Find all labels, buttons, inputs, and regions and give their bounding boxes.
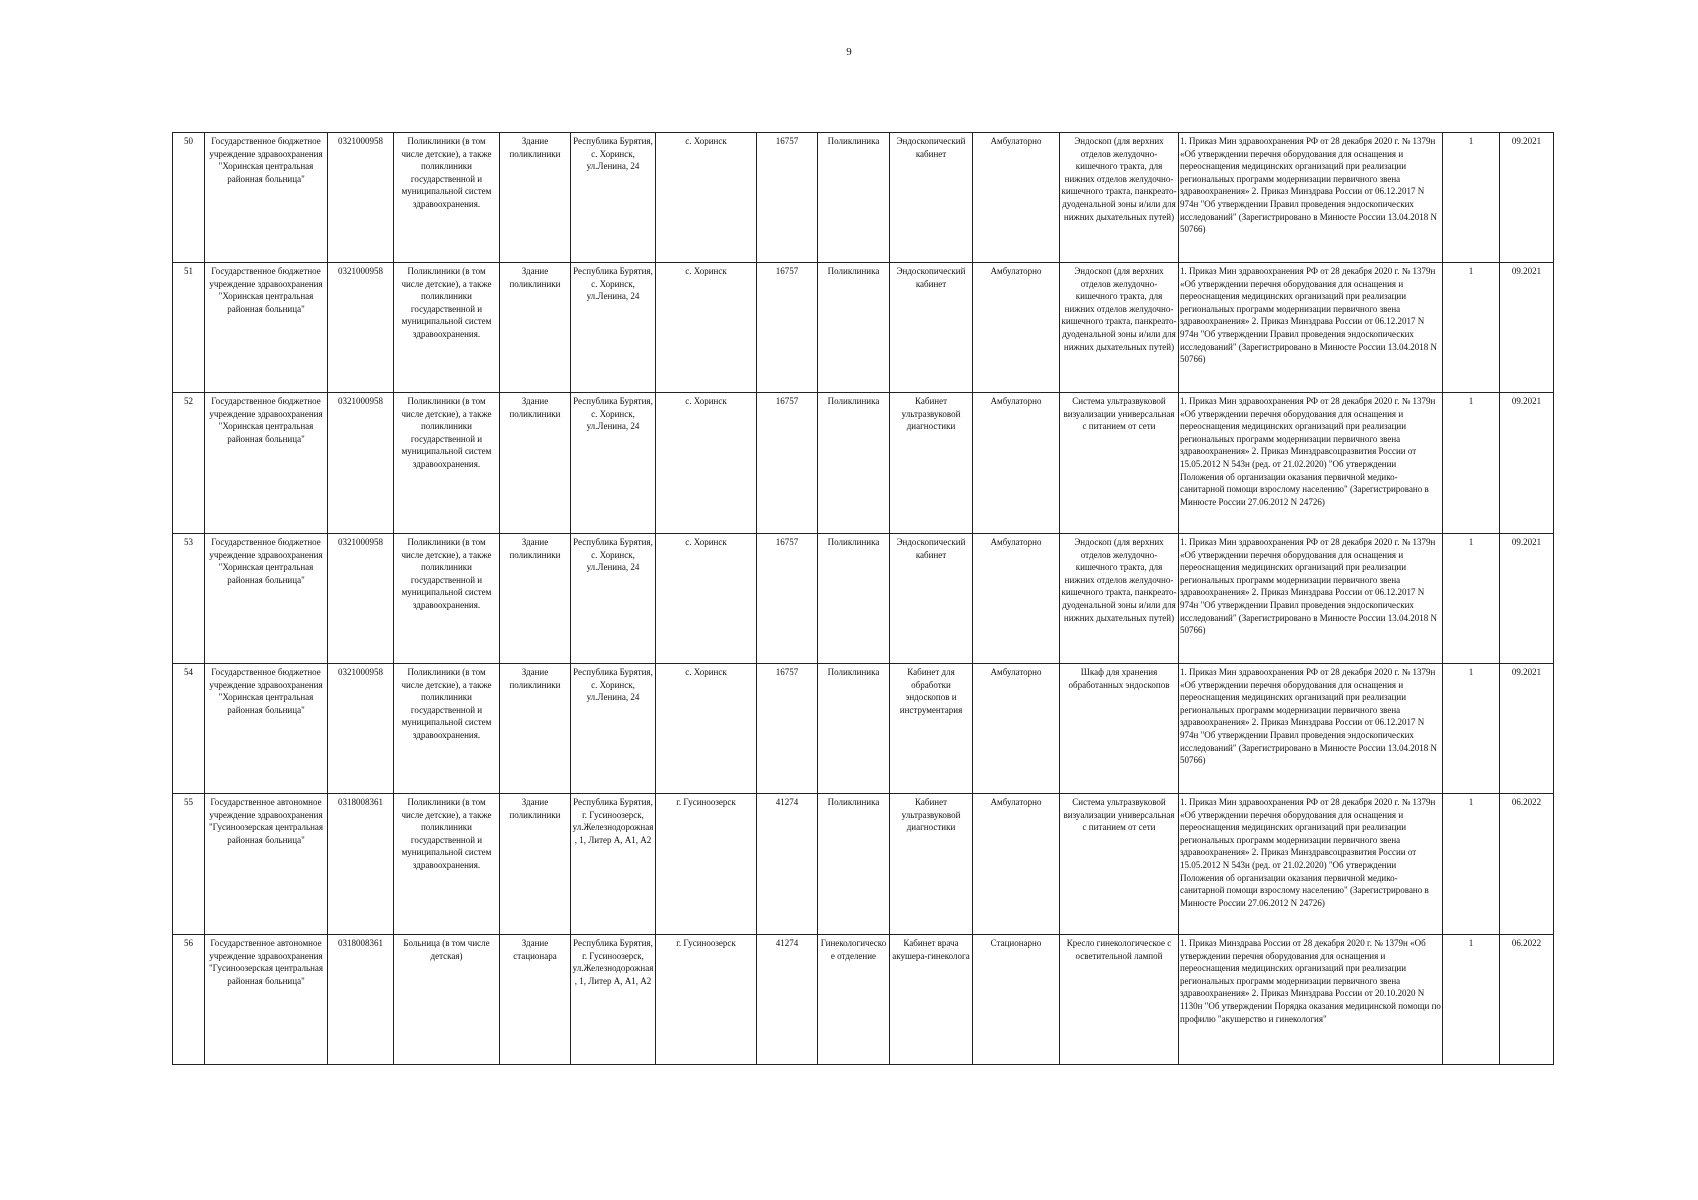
organization-code: 0318008361 <box>328 794 394 935</box>
quantity: 1 <box>1443 534 1500 664</box>
facility-type: Поликлиники (в том числе детские), а также поликлиники государственной и муниципальной систем здравоохранения. <box>394 393 500 534</box>
quantity: 1 <box>1443 794 1500 935</box>
organization-code: 0321000958 <box>328 133 394 263</box>
settlement: г. Гусиноозерск <box>656 794 757 935</box>
equipment: Эндоскоп (для верхних отделов желудочно-кишечного тракта, для нижних отделов желудочно-кишечного тракта, панкреато-дуоденальной зоны и/или для нижних дыхательных путей) <box>1060 534 1179 664</box>
care-form: Амбулаторно <box>973 664 1060 794</box>
population: 16757 <box>757 133 818 263</box>
population: 16757 <box>757 664 818 794</box>
organization-name: Государственное автономное учреждение здравоохранения "Гусиноозерская центральная районная больница" <box>205 794 328 935</box>
delivery-date: 09.2021 <box>1500 534 1554 664</box>
legal-basis: 1. Приказ Минздрава России от 28 декабря 2020 г. № 1379н «Об утверждении перечня оборудования для оснащения и переоснащения медицинских организаций при реализации региональных программ модернизации первичного звена здравоохранения» 2. Приказ Минздрава России от 20.10.2020 N 1130н "Об утверждении Порядка оказания медицинской помощи по профилю "акушерство и гинекология" <box>1179 935 1443 1065</box>
care-form: Амбулаторно <box>973 393 1060 534</box>
address: Республика Бурятия, с. Хоринск, ул.Ленина, 24 <box>571 534 656 664</box>
settlement: с. Хоринск <box>656 263 757 393</box>
row-number: 54 <box>173 664 205 794</box>
legal-basis: 1. Приказ Мин здравоохранения РФ от 28 декабря 2020 г. № 1379н «Об утверждении перечня оборудования для оснащения и переоснащения медицинских организаций при реализации региональных программ модернизации первичного звена здравоохранения» 2. Приказ Минздравсоцразвития России от 15.05.2012 N 543н (ред. от 21.02.2020) "Об утверждении Положения об организации оказания первичной медико-санитарной помощи взрослому населению" (Зарегистрировано в Минюсте России 27.06.2012 N 24726) <box>1179 794 1443 935</box>
building: Здание поликлиники <box>500 664 571 794</box>
population: 41274 <box>757 935 818 1065</box>
quantity: 1 <box>1443 935 1500 1065</box>
room: Эндоскопический кабинет <box>890 133 973 263</box>
facility-type: Поликлиники (в том числе детские), а также поликлиники государственной и муниципальной систем здравоохранения. <box>394 133 500 263</box>
care-form: Амбулаторно <box>973 534 1060 664</box>
facility-type: Поликлиники (в том числе детские), а также поликлиники государственной и муниципальной систем здравоохранения. <box>394 534 500 664</box>
legal-basis: 1. Приказ Мин здравоохранения РФ от 28 декабря 2020 г. № 1379н «Об утверждении перечня оборудования для оснащения и переоснащения медицинских организаций при реализации региональных программ модернизации первичного звена здравоохранения» 2. Приказ Минздравсоцразвития России от 15.05.2012 N 543н (ред. от 21.02.2020) "Об утверждении Положения об организации оказания первичной медико-санитарной помощи взрослому населению" (Зарегистрировано в Минюсте России 27.06.2012 N 24726) <box>1179 393 1443 534</box>
delivery-date: 06.2022 <box>1500 794 1554 935</box>
legal-basis: 1. Приказ Мин здравоохранения РФ от 28 декабря 2020 г. № 1379н «Об утверждении перечня оборудования для оснащения и переоснащения медицинских организаций при реализации региональных программ модернизации первичного звена здравоохранения» 2. Приказ Минздрава России от 06.12.2017 N 974н "Об утверждении Правил проведения эндоскопических исследований" (Зарегистрировано в Минюсте России 13.04.2018 N 50766) <box>1179 133 1443 263</box>
organization-code: 0321000958 <box>328 393 394 534</box>
delivery-date: 09.2021 <box>1500 263 1554 393</box>
organization-name: Государственное бюджетное учреждение здравоохранения "Хоринская центральная районная больница" <box>205 263 328 393</box>
settlement: с. Хоринск <box>656 133 757 263</box>
row-number: 51 <box>173 263 205 393</box>
organization-name: Государственное бюджетное учреждение здравоохранения "Хоринская центральная районная больница" <box>205 664 328 794</box>
division: Поликлиника <box>818 133 890 263</box>
settlement: с. Хоринск <box>656 393 757 534</box>
facility-type: Поликлиники (в том числе детские), а также поликлиники государственной и муниципальной систем здравоохранения. <box>394 664 500 794</box>
address: Республика Бурятия, г. Гусиноозерск, ул.Железнодорожная, 1, Литер А, А1, А2 <box>571 794 656 935</box>
building: Здание поликлиники <box>500 133 571 263</box>
room: Эндоскопический кабинет <box>890 263 973 393</box>
quantity: 1 <box>1443 393 1500 534</box>
table-row <box>173 664 1554 794</box>
equipment: Шкаф для хранения обработанных эндоскопов <box>1060 664 1179 794</box>
population: 16757 <box>757 263 818 393</box>
organization-name: Государственное автономное учреждение здравоохранения "Гусиноозерская центральная районная больница" <box>205 935 328 1065</box>
delivery-date: 09.2021 <box>1500 664 1554 794</box>
care-form: Амбулаторно <box>973 263 1060 393</box>
row-number: 55 <box>173 794 205 935</box>
population: 41274 <box>757 794 818 935</box>
building: Здание поликлиники <box>500 534 571 664</box>
address: Республика Бурятия, с. Хоринск, ул.Ленина, 24 <box>571 263 656 393</box>
delivery-date: 06.2022 <box>1500 935 1554 1065</box>
legal-basis: 1. Приказ Мин здравоохранения РФ от 28 декабря 2020 г. № 1379н «Об утверждении перечня оборудования для оснащения и переоснащения медицинских организаций при реализации региональных программ модернизации первичного звена здравоохранения» 2. Приказ Минздрава России от 06.12.2017 N 974н "Об утверждении Правил проведения эндоскопических исследований" (Зарегистрировано в Минюсте России 13.04.2018 N 50766) <box>1179 664 1443 794</box>
building: Здание поликлиники <box>500 393 571 534</box>
organization-code: 0321000958 <box>328 263 394 393</box>
address: Республика Бурятия, с. Хоринск, ул.Ленина, 24 <box>571 664 656 794</box>
address: Республика Бурятия, с. Хоринск, ул.Ленина, 24 <box>571 133 656 263</box>
table-row <box>173 794 1554 935</box>
quantity: 1 <box>1443 133 1500 263</box>
room: Кабинет для обработки эндоскопов и инструментария <box>890 664 973 794</box>
equipment: Система ультразвуковой визуализации универсальная с питанием от сети <box>1060 393 1179 534</box>
delivery-date: 09.2021 <box>1500 133 1554 263</box>
equipment: Кресло гинекологическое с осветительной лампой <box>1060 935 1179 1065</box>
row-number: 50 <box>173 133 205 263</box>
care-form: Амбулаторно <box>973 133 1060 263</box>
facility-type: Поликлиники (в том числе детские), а также поликлиники государственной и муниципальной систем здравоохранения. <box>394 263 500 393</box>
settlement: с. Хоринск <box>656 534 757 664</box>
table-row <box>173 935 1554 1065</box>
row-number: 56 <box>173 935 205 1065</box>
division: Поликлиника <box>818 393 890 534</box>
table-row <box>173 534 1554 664</box>
facility-type: Больница (в том числе детская) <box>394 935 500 1065</box>
page-number: 9 <box>846 46 852 58</box>
legal-basis: 1. Приказ Мин здравоохранения РФ от 28 декабря 2020 г. № 1379н «Об утверждении перечня оборудования для оснащения и переоснащения медицинских организаций при реализации региональных программ модернизации первичного звена здравоохранения» 2. Приказ Минздрава России от 06.12.2017 N 974н "Об утверждении Правил проведения эндоскопических исследований" (Зарегистрировано в Минюсте России 13.04.2018 N 50766) <box>1179 534 1443 664</box>
building: Здание поликлиники <box>500 794 571 935</box>
division: Поликлиника <box>818 263 890 393</box>
care-form: Стационарно <box>973 935 1060 1065</box>
population: 16757 <box>757 393 818 534</box>
equipment: Эндоскоп (для верхних отделов желудочно-кишечного тракта, для нижних отделов желудочно-кишечного тракта, панкреато-дуоденальной зоны и/или для нижних дыхательных путей) <box>1060 263 1179 393</box>
facility-type: Поликлиники (в том числе детские), а также поликлиники государственной и муниципальной систем здравоохранения. <box>394 794 500 935</box>
building: Здание стационара <box>500 935 571 1065</box>
table-row <box>173 393 1554 534</box>
equipment: Эндоскоп (для верхних отделов желудочно-кишечного тракта, для нижних отделов желудочно-кишечного тракта, панкреато-дуоденальной зоны и/или для нижних дыхательных путей) <box>1060 133 1179 263</box>
equipment-table <box>172 132 1554 1065</box>
organization-code: 0321000958 <box>328 664 394 794</box>
population: 16757 <box>757 534 818 664</box>
room: Кабинет ультразвуковой диагностики <box>890 393 973 534</box>
legal-basis: 1. Приказ Мин здравоохранения РФ от 28 декабря 2020 г. № 1379н «Об утверждении перечня оборудования для оснащения и переоснащения медицинских организаций при реализации региональных программ модернизации первичного звена здравоохранения» 2. Приказ Минздрава России от 06.12.2017 N 974н "Об утверждении Правил проведения эндоскопических исследований" (Зарегистрировано в Минюсте России 13.04.2018 N 50766) <box>1179 263 1443 393</box>
organization-name: Государственное бюджетное учреждение здравоохранения "Хоринская центральная районная больница" <box>205 133 328 263</box>
row-number: 52 <box>173 393 205 534</box>
address: Республика Бурятия, г. Гусиноозерск, ул.Железнодорожная, 1, Литер А, А1, А2 <box>571 935 656 1065</box>
quantity: 1 <box>1443 263 1500 393</box>
room: Эндоскопический кабинет <box>890 534 973 664</box>
organization-code: 0318008361 <box>328 935 394 1065</box>
organization-name: Государственное бюджетное учреждение здравоохранения "Хоринская центральная районная больница" <box>205 393 328 534</box>
room: Кабинет врача акушера-гинеколога <box>890 935 973 1065</box>
address: Республика Бурятия, с. Хоринск, ул.Ленина, 24 <box>571 393 656 534</box>
organization-name: Государственное бюджетное учреждение здравоохранения "Хоринская центральная районная больница" <box>205 534 328 664</box>
division: Поликлиника <box>818 794 890 935</box>
settlement: г. Гусиноозерск <box>656 935 757 1065</box>
building: Здание поликлиники <box>500 263 571 393</box>
settlement: с. Хоринск <box>656 664 757 794</box>
table-row <box>173 263 1554 393</box>
table-row <box>173 133 1554 263</box>
division: Поликлиника <box>818 534 890 664</box>
room: Кабинет ультразвуковой диагностики <box>890 794 973 935</box>
row-number: 53 <box>173 534 205 664</box>
equipment: Система ультразвуковой визуализации универсальная с питанием от сети <box>1060 794 1179 935</box>
division: Гинекологическое отделение <box>818 935 890 1065</box>
quantity: 1 <box>1443 664 1500 794</box>
organization-code: 0321000958 <box>328 534 394 664</box>
division: Поликлиника <box>818 664 890 794</box>
care-form: Амбулаторно <box>973 794 1060 935</box>
delivery-date: 09.2021 <box>1500 393 1554 534</box>
